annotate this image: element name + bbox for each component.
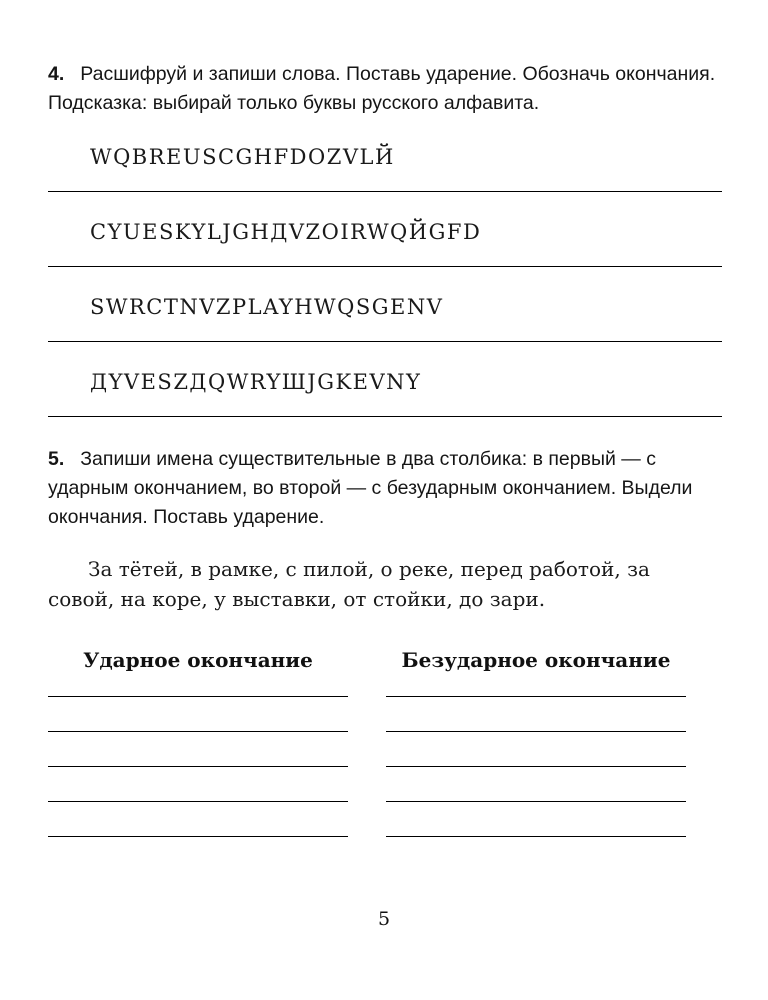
cipher-item <box>48 295 722 342</box>
column-stressed-line <box>48 731 348 732</box>
answer-line-1 <box>48 191 722 192</box>
column-unstressed <box>386 648 686 871</box>
column-unstressed-line <box>386 766 686 767</box>
column-unstressed-line <box>386 801 686 802</box>
cipher-text-2: CYUESKYLJGHДVZOIRWQЙGFD <box>90 219 482 244</box>
exercise-5 <box>48 445 722 872</box>
column-unstressed-line <box>386 731 686 732</box>
exercise-4-instruction-text: Расшифруй и запиши слова. Поставь ударение. Обозначь окончания. Подсказка: выбирай только буквы русского алфавита. <box>48 63 716 115</box>
column-unstressed-line <box>386 836 686 837</box>
cipher-item <box>48 145 722 192</box>
word-list: За тётей, в рамке, с пилой, о реке, перед работой, за совой, на коре, у выставки, от стойки, до зари. <box>48 557 650 612</box>
column-stressed-line <box>48 836 348 837</box>
answer-line-4 <box>48 416 722 417</box>
column-unstressed-header: Безударное окончание <box>401 648 671 673</box>
page-content <box>48 60 722 871</box>
exercise-4-number: 4. <box>48 63 65 85</box>
exercise-5-number: 5. <box>48 447 65 470</box>
exercise-5-instruction-text: Запиши имена существительные в два столбика: в первый — с ударным окончанием, во второй — с безударным окончанием. Выдели окончания. Поставь ударение. <box>48 447 693 528</box>
cipher-item <box>48 370 722 417</box>
page-number: 5 <box>377 908 391 930</box>
column-stressed-line <box>48 766 348 767</box>
cipher-text-3: SWRCTNVZPLAYHWQSGENV <box>90 294 444 319</box>
column-unstressed-line <box>386 696 686 697</box>
column-stressed <box>48 648 348 871</box>
exercise-4 <box>48 60 722 417</box>
column-stressed-line <box>48 801 348 802</box>
column-stressed-header: Ударное окончание <box>83 648 313 673</box>
cipher-text-4: ДYVESZДQWRYШJGKEVNY <box>90 369 422 394</box>
exercise-4-instruction <box>48 60 722 119</box>
answer-columns <box>48 648 722 871</box>
column-stressed-line <box>48 696 348 697</box>
cipher-section <box>48 145 722 417</box>
cipher-item <box>48 220 722 267</box>
cipher-text-1: WQBREUSCGHFDOZVLЙ <box>90 144 395 169</box>
answer-line-2 <box>48 266 722 267</box>
answer-line-3 <box>48 341 722 342</box>
exercise-5-instruction <box>48 445 722 533</box>
